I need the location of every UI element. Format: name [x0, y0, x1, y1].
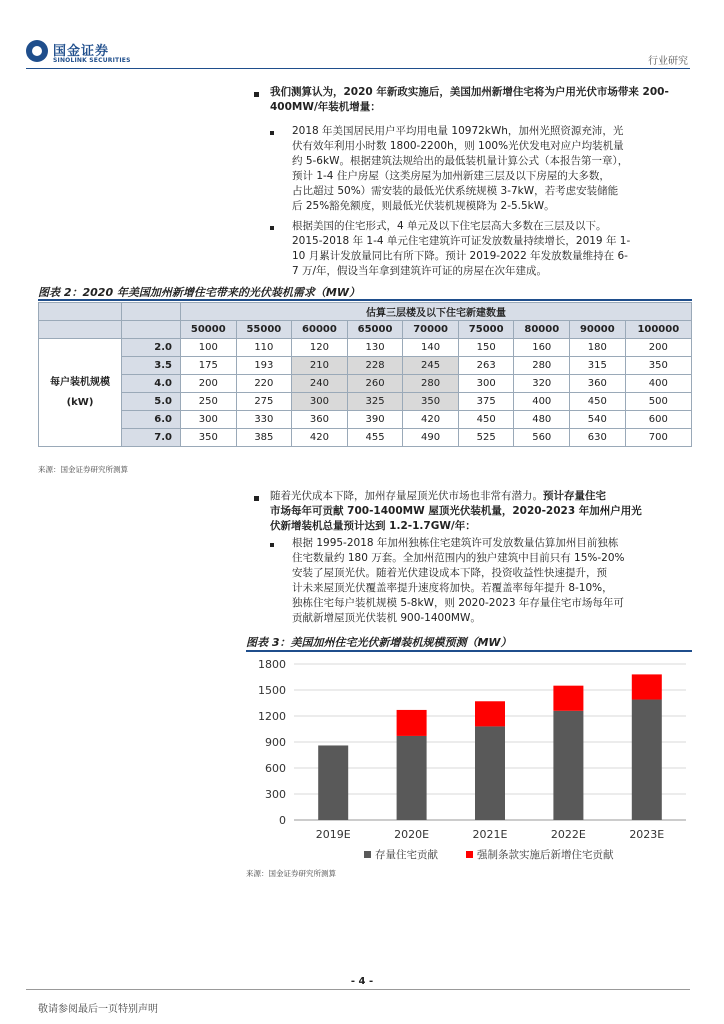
text-line: 预计 1-4 住户房屋（这类房屋为加州新建三层及以下房屋的大多数， — [292, 170, 610, 182]
table-cell: 350 — [181, 429, 237, 447]
y-tick-label: 1800 — [258, 658, 286, 671]
table-corner — [122, 321, 181, 339]
figure2-title: 图表 2：2020 年美国加州新增住宅带来的光伏装机需求（MW） — [38, 286, 361, 299]
table-cell: 263 — [458, 357, 514, 375]
table-row — [39, 411, 692, 429]
legend-label: 存量住宅贡献 — [375, 849, 438, 861]
bar-existing-housing — [318, 745, 348, 820]
table-row — [39, 375, 692, 393]
figure2-source: 来源：国金证券研究所测算 — [38, 465, 128, 474]
column-header: 80000 — [514, 321, 570, 339]
table-cell: 315 — [570, 357, 626, 375]
text-line: 2015-2018 年 1-4 单元住宅建筑许可证发放数量持续增长，2019 年 1- — [292, 235, 631, 247]
section1-bullet2 — [292, 219, 692, 279]
table-cell: 560 — [514, 429, 570, 447]
y-tick-label: 0 — [279, 814, 286, 827]
bar-existing-housing — [632, 700, 662, 820]
footer-disclaimer: 敬请参阅最后一页特别声明 — [38, 1004, 158, 1015]
table-cell: 228 — [347, 357, 403, 375]
text-line — [270, 489, 690, 504]
table-corner — [39, 321, 122, 339]
table-corner — [122, 303, 181, 321]
text-line: 根据美国的住宅形式，4 单元及以下住宅层高大多数在三层及以下。 — [292, 220, 607, 232]
table-cell: 150 — [458, 339, 514, 357]
table-cell: 140 — [403, 339, 459, 357]
table-cell: 280 — [514, 357, 570, 375]
section2-lead — [270, 489, 690, 534]
table-cell: 600 — [625, 411, 691, 429]
column-header: 90000 — [570, 321, 626, 339]
table-corner — [39, 303, 122, 321]
figure3-source: 来源：国金证券研究所测算 — [246, 869, 336, 878]
text-line: 占比超过 50%）需安装的最低光伏系统规模 3-7kW，若考虑安装储能 — [292, 185, 619, 197]
bar-existing-housing — [553, 711, 583, 820]
text-line: 2018 年美国居民用户平均用电量 10972kWh，加州光照资源充沛，光 — [292, 125, 624, 137]
lead-normal-text: 随着光伏成本下降，加州存量屋顶光伏市场也非常有潜力。 — [270, 490, 543, 502]
page-number: - 4 - — [350, 976, 374, 987]
column-group-header: 估算三层楼及以下住宅新建数量 — [181, 303, 692, 321]
table-cell: 180 — [570, 339, 626, 357]
y-tick-label: 600 — [265, 762, 286, 775]
table-cell: 400 — [514, 393, 570, 411]
text-line: 7 万/年，假设当年拿到建筑许可证的房屋在次年建成。 — [292, 265, 548, 277]
table-cell: 525 — [458, 429, 514, 447]
table-cell: 245 — [403, 357, 459, 375]
table-cell: 325 — [347, 393, 403, 411]
table-cell: 300 — [458, 375, 514, 393]
row-label: 6.0 — [122, 411, 181, 429]
table-cell: 400 — [625, 375, 691, 393]
row-label: 5.0 — [122, 393, 181, 411]
table-cell: 100 — [181, 339, 237, 357]
text-line: 贡献新增屋顶光伏装机 900-1400MW。 — [292, 612, 481, 624]
table-cell: 420 — [292, 429, 348, 447]
x-tick-label: 2019E — [315, 828, 351, 841]
sub-bullet-square-icon — [270, 543, 274, 547]
text-line: 住宅数量约 180 万套。全加州范围内的独户建筑中目前只有 15%-20% — [292, 552, 625, 564]
text-line: 计未来屋顶光伏覆盖率提升速度将加快。若覆盖率每年提升 8-10%， — [292, 582, 613, 594]
table-cell: 420 — [403, 411, 459, 429]
table-row — [39, 357, 692, 375]
section2-bullet — [292, 536, 692, 626]
header-divider — [26, 68, 690, 69]
bullet-square-icon — [254, 496, 259, 501]
table-cell: 160 — [514, 339, 570, 357]
table-cell: 700 — [625, 429, 691, 447]
chart-x-axis — [316, 828, 665, 841]
table-cell: 300 — [181, 411, 237, 429]
bar-new-housing — [475, 701, 505, 726]
row-group-header — [39, 339, 122, 447]
chart-y-axis — [258, 658, 286, 827]
bar-new-housing — [397, 710, 427, 736]
logo-chinese-name: 国金证券 — [53, 44, 110, 59]
table-cell: 360 — [292, 411, 348, 429]
column-header: 75000 — [458, 321, 514, 339]
table-row — [39, 429, 692, 447]
logo-mark-icon — [26, 40, 48, 62]
table-cell: 350 — [403, 393, 459, 411]
table-cell: 490 — [403, 429, 459, 447]
table-row — [39, 339, 692, 357]
x-tick-label: 2023E — [629, 828, 665, 841]
text-line: 伏有效年利用小时数 1800-2200h，则 100%光伏发电对应户均装机量 — [292, 140, 624, 152]
logo-english-name: SINOLINK SECURITIES — [53, 57, 131, 64]
demand-table — [38, 302, 692, 447]
table-cell: 275 — [236, 393, 292, 411]
column-header: 50000 — [181, 321, 237, 339]
footer-divider — [26, 989, 690, 990]
bar-existing-housing — [397, 736, 427, 820]
table-cell: 330 — [236, 411, 292, 429]
chart-legend — [364, 848, 614, 861]
column-header: 100000 — [625, 321, 691, 339]
bar-existing-housing — [475, 726, 505, 820]
table-row — [39, 393, 692, 411]
figure2-rule — [38, 299, 692, 301]
table-cell: 300 — [292, 393, 348, 411]
table-cell: 210 — [292, 357, 348, 375]
table-cell: 240 — [292, 375, 348, 393]
text-line: 独栋住宅每户装机规模 5-8kW，则 2020-2023 年存量住宅市场每年可 — [292, 597, 624, 609]
sub-bullet-square-icon — [270, 131, 274, 135]
text-line: 后 25%豁免额度，则最低光伏装机规模降为 2-5.5kW。 — [292, 200, 555, 212]
table-cell: 350 — [625, 357, 691, 375]
table-cell: 200 — [181, 375, 237, 393]
y-tick-label: 300 — [265, 788, 286, 801]
table-cell: 390 — [347, 411, 403, 429]
y-tick-label: 1200 — [258, 710, 286, 723]
row-label: 7.0 — [122, 429, 181, 447]
column-header: 60000 — [292, 321, 348, 339]
chart-bars — [318, 674, 662, 820]
table-cell: 120 — [292, 339, 348, 357]
bar-new-housing — [553, 686, 583, 711]
row-label: 4.0 — [122, 375, 181, 393]
table-cell: 450 — [458, 411, 514, 429]
x-tick-label: 2022E — [550, 828, 586, 841]
table-cell: 280 — [403, 375, 459, 393]
x-tick-label: 2020E — [394, 828, 430, 841]
legend-swatch-new — [466, 851, 473, 858]
table-cell: 200 — [625, 339, 691, 357]
row-label: 2.0 — [122, 339, 181, 357]
legend-swatch-existing — [364, 851, 371, 858]
text-line: 市场每年可贡献 700-1400MW 屋顶光伏装机量，2020-2023 年加州户用光 — [270, 505, 642, 517]
table-cell: 540 — [570, 411, 626, 429]
y-tick-label: 1500 — [258, 684, 286, 697]
row-group-line: 每户装机规模 — [50, 376, 110, 388]
column-header: 65000 — [347, 321, 403, 339]
section1-bullet1 — [292, 124, 692, 214]
x-tick-label: 2021E — [472, 828, 508, 841]
table-cell: 320 — [514, 375, 570, 393]
company-logo — [26, 40, 136, 66]
table-cell: 500 — [625, 393, 691, 411]
column-header: 70000 — [403, 321, 459, 339]
row-label: 3.5 — [122, 357, 181, 375]
text-line: 伏新增装机总量预计达到 1.2-1.7GW/年： — [270, 520, 476, 532]
capacity-chart — [246, 652, 692, 866]
table-cell: 385 — [236, 429, 292, 447]
table-cell: 175 — [181, 357, 237, 375]
sub-bullet-square-icon — [270, 226, 274, 230]
table-cell: 193 — [236, 357, 292, 375]
table-cell: 630 — [570, 429, 626, 447]
figure3-title: 图表 3：美国加州住宅光伏新增装机规模预测（MW） — [246, 636, 512, 649]
legend-label: 强制条款实施后新增住宅贡献 — [477, 849, 614, 861]
bar-new-housing — [632, 674, 662, 699]
text-line: 根据 1995-2018 年加州独栋住宅建筑许可发放数量估算加州目前独栋 — [292, 537, 619, 549]
row-group-unit: (kW) — [66, 396, 94, 408]
column-header: 55000 — [236, 321, 292, 339]
lead-bold-text: 预计存量住宅 — [543, 490, 606, 502]
section1-lead: 我们测算认为，2020 年新政实施后，美国加州新增住宅将为户用光伏市场带来 200-400MW/年装机增量： — [270, 86, 669, 113]
table-cell: 375 — [458, 393, 514, 411]
text-line: 安装了屋顶光伏。随着光伏建设成本下降，投资收益性快速提升，预 — [292, 567, 607, 579]
table-cell: 360 — [570, 375, 626, 393]
table-cell: 130 — [347, 339, 403, 357]
report-category: 行业研究 — [648, 56, 688, 67]
bullet-square-icon — [254, 92, 259, 97]
table-cell: 220 — [236, 375, 292, 393]
text-line: 约 5-6kW。根据建筑法规给出的最低装机量计算公式（本报告第一章）， — [292, 155, 629, 167]
table-cell: 110 — [236, 339, 292, 357]
table-cell: 480 — [514, 411, 570, 429]
table-cell: 455 — [347, 429, 403, 447]
y-tick-label: 900 — [265, 736, 286, 749]
table-cell: 260 — [347, 375, 403, 393]
text-line: 10 月累计发放量同比有所下降。预计 2019-2022 年发放数量维持在 6- — [292, 250, 628, 262]
table-cell: 450 — [570, 393, 626, 411]
table-cell: 250 — [181, 393, 237, 411]
